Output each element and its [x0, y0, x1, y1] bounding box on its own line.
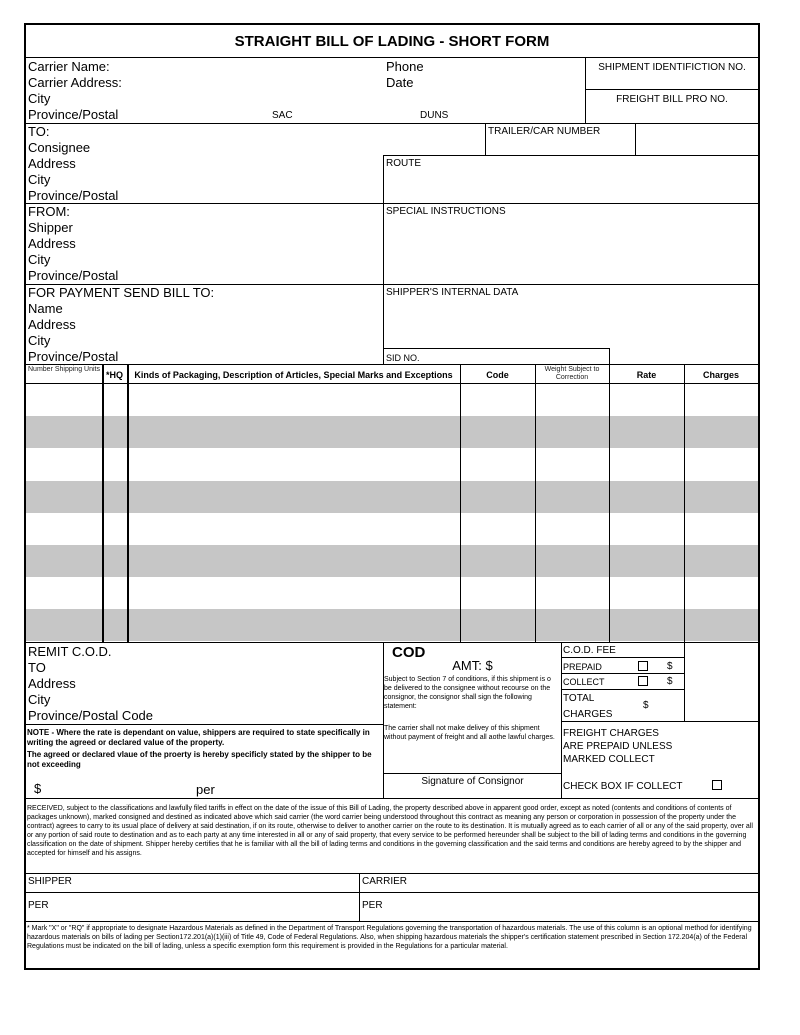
hq-header: *HQ: [105, 370, 123, 380]
carrier-per-label: PER: [362, 900, 383, 911]
carrier-city-label: City: [28, 91, 51, 106]
prepaid-checkbox[interactable]: [638, 661, 648, 671]
carrier-name-label: Carrier Name:: [28, 59, 110, 74]
date-label: Date: [386, 75, 414, 90]
hazmat-footnote: * Mark "X" or "RQ" if appropriate to designate Hazardous Materials as defined in the Department of Transport Regulations governing the transportation of hazardous materials. The use of this column is an optional method for identifying hazardous materials on bills of lading per Section172.201(a)(1)(iii) of Title 49, Code of Federal Regulations. Also, when shipping hazardous materials the shipper's certification statement prescribed in Section 172.204(a) of the Federal Regulations must be indicated on the bill of lading, unless a specific exemption form this requirement is provided in the Regulations for a particular material.: [27, 925, 752, 950]
to-address-label: Address: [28, 156, 76, 171]
shippers-internal-label: SHIPPER'S INTERNAL DATA: [386, 287, 519, 298]
total-currency: $: [643, 700, 649, 711]
cod-to-label: TO: [28, 660, 46, 675]
signature-consignor-label: Signature of Consignor: [421, 776, 524, 787]
collect-currency: $: [667, 676, 673, 687]
received-terms-text: RECEIVED, subject to the classifications and lawfully filed tariffs in effect on the date of the issue of this Bill of Lading, the property described above in apparent good order, except as noted (contents and conditions of contents of packages unknown), marked consigned and destined as indicated above which said carrier (the word carrier being understood throughout this contract as meaning any person or corporation in possession of the property under the contract) agrees to carry to its usual place of delivery at said destination, if on its route, otherwise to deliver to another carrier on the route to its destination. It is mutually agreed as to each carrier of all or any of the said property, over all or any portion of said route to destination and as to each party at any time interested in all or any of said property, that every service to be performed hereunder shall be subject to the bill of lading terms and conditions in the governing classification on the date of shipment. Shipper hereby certifies that he is familiar with all the bill of lading terms and conditions in the governing classification and the said terms and conditions are hereby agreed to by the shipper and accepted for himself and his assigns.: [27, 805, 753, 857]
remit-cod-label: REMIT C.O.D.: [28, 644, 112, 659]
route-label: ROUTE: [386, 158, 421, 169]
to-province-label: Province/Postal: [28, 188, 119, 203]
special-instructions-label: SPECIAL INSTRUCTIONS: [386, 206, 506, 217]
collect-freight-checkbox[interactable]: [712, 780, 722, 790]
to-city-label: City: [28, 172, 51, 187]
total-charges-label: CHARGES: [563, 709, 613, 720]
sid-label: SID NO.: [386, 353, 420, 363]
from-address-label: Address: [28, 236, 76, 251]
payment-province-label: Province/Postal: [28, 349, 119, 364]
charges-header: Charges: [702, 370, 739, 380]
prepaid-currency: $: [667, 661, 673, 672]
cod-address-label: Address: [28, 676, 76, 691]
carrier-address-label: Carrier Address:: [28, 75, 122, 90]
payment-name-label: Name: [28, 301, 63, 316]
total-label: TOTAL: [563, 693, 595, 704]
trailer-car-label: TRAILER/CAR NUMBER: [488, 126, 601, 137]
description-header: Kinds of Packaging, Description of Articles, Special Marks and Exceptions: [134, 370, 453, 380]
shipper-signature-label: SHIPPER: [28, 876, 72, 887]
table-row-shade: [26, 481, 758, 513]
prepaid-label: PREPAID: [563, 662, 602, 672]
consignee-label: Consignee: [28, 140, 91, 155]
collect-checkbox[interactable]: [638, 676, 648, 686]
carrier-signature-label: CARRIER: [362, 876, 408, 887]
shipper-label: Shipper: [28, 220, 73, 235]
form-title: STRAIGHT BILL OF LADING - SHORT FORM: [234, 33, 550, 50]
duns-label: DUNS: [420, 110, 449, 121]
bill-of-lading-form: [24, 23, 760, 970]
note-line1: NOTE - Where the rate is dependant on value, shippers are required to state specifically in writing the agreed or declared value of the property.: [27, 728, 370, 747]
weight-header: Weight Subject to Correction: [544, 366, 600, 381]
rate-header: Rate: [636, 370, 657, 380]
carrier-delivery-text: The carrier shall not make delivey of this shipment without payment of freight and all aothe lawful charges.: [384, 725, 555, 741]
cod-title: COD: [392, 644, 426, 661]
table-row-shade: [26, 416, 758, 448]
payment-header: FOR PAYMENT SEND BILL TO:: [28, 285, 215, 300]
freight-bill-label: FREIGHT BILL PRO NO.: [616, 94, 728, 105]
from-province-label: Province/Postal: [28, 268, 119, 283]
table-row-shade: [26, 609, 758, 641]
note-per: per: [196, 782, 215, 797]
carrier-province-label: Province/Postal: [28, 107, 119, 122]
units-header: Number Shipping Units: [28, 366, 100, 373]
note-dollar: $: [34, 781, 42, 796]
code-header: Code: [486, 370, 509, 380]
sac-label: SAC: [272, 110, 293, 121]
phone-label: Phone: [386, 59, 424, 74]
table-row-shade: [26, 545, 758, 577]
shipment-id-label: SHIPMENT IDENTIFICTION NO.: [598, 62, 746, 73]
section7-text: Subject to Section 7 of conditions, if this shipment is o be delivered to the consignee without recourse on the consignor, the consignor shall sign the following statement:: [384, 676, 551, 710]
check-box-collect-label: CHECK BOX IF COLLECT: [563, 781, 683, 792]
note-line2: The agreed or declared vlaue of the proerty is hereby specificly stated by the shipper to be not exceeding: [27, 750, 372, 769]
freight-charges-line1: FREIGHT CHARGES: [563, 728, 659, 739]
payment-city-label: City: [28, 333, 51, 348]
cod-province-label: Province/Postal Code: [28, 708, 154, 723]
freight-charges-line2: ARE PREPAID UNLESS: [563, 741, 673, 752]
cod-city-label: City: [28, 692, 51, 707]
to-header: TO:: [28, 124, 50, 139]
freight-charges-line3: MARKED COLLECT: [563, 754, 655, 765]
cod-amt-label: AMT: $: [452, 658, 493, 673]
collect-label: COLLECT: [563, 677, 605, 687]
payment-address-label: Address: [28, 317, 76, 332]
shipper-per-label: PER: [28, 900, 49, 911]
cod-fee-label: C.O.D. FEE: [563, 645, 616, 656]
from-city-label: City: [28, 252, 51, 267]
from-header: FROM:: [28, 204, 70, 219]
